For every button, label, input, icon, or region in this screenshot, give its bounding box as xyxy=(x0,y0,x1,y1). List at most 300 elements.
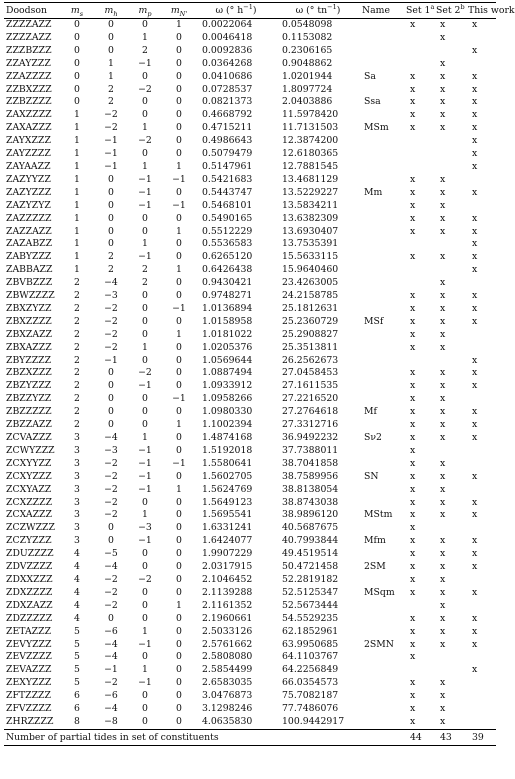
table-row xyxy=(4,613,496,626)
cell-omega-tn: 0.2306165 xyxy=(282,44,333,56)
cell-omega-tn: 0.1153082 xyxy=(282,31,333,43)
cell-mp: 0 xyxy=(142,354,148,366)
cell-mh: −4 xyxy=(104,638,118,650)
cell-name xyxy=(360,458,404,471)
cell-set1 xyxy=(404,664,434,677)
cell-mh: −4 xyxy=(104,651,118,663)
cell-mn: 1 xyxy=(176,160,182,172)
cell-ms: 3 xyxy=(74,496,80,508)
header-ms: $m_s$ xyxy=(60,3,94,19)
cell-set2: x xyxy=(440,225,446,237)
cell-omega-hour: 2.1046452 xyxy=(202,573,253,585)
cell-mh: 0 xyxy=(108,367,114,379)
cell-doodson: ZBZYZZZ xyxy=(6,380,52,392)
cell-mh: 0 xyxy=(108,44,114,56)
cell-doodson: ZAZYYZZ xyxy=(6,173,51,185)
table-row xyxy=(4,497,496,510)
cell-set1: x xyxy=(410,251,416,263)
cell-omega-hour: 2.0317915 xyxy=(202,561,253,573)
cell-doodson: ZCXZZZZ xyxy=(6,496,53,508)
header-omega-tn: ω (° $tn^{-1}$) xyxy=(276,3,360,19)
cell-set1 xyxy=(404,45,434,58)
cell-mh: −2 xyxy=(104,586,118,598)
cell-mn: 0 xyxy=(176,315,182,327)
cell-ms: 1 xyxy=(74,148,80,160)
cell-name xyxy=(360,522,404,535)
cell-set1: x xyxy=(410,328,416,340)
cell-mn: 0 xyxy=(176,573,182,585)
cell-mn: 0 xyxy=(176,96,182,108)
cell-doodson: ZDVZZZZ xyxy=(6,561,53,573)
table-row xyxy=(4,522,496,535)
cell-doodson: ZZAYZZZ xyxy=(6,57,51,69)
cell-doodson: ZHRZZZZ xyxy=(6,715,54,727)
cell-name xyxy=(360,497,404,510)
cell-mh: −2 xyxy=(104,496,118,508)
cell-set1: x xyxy=(410,677,416,689)
cell-mn: 0 xyxy=(176,341,182,353)
cell-doodson: ZFTZZZZ xyxy=(6,690,51,702)
cell-ms: 2 xyxy=(74,328,80,340)
header-set1: Set 1$^a$ xyxy=(404,3,434,19)
cell-omega-tn: 54.5529235 xyxy=(282,612,339,624)
cell-this-work xyxy=(466,32,496,45)
cell-set1: x xyxy=(410,444,416,456)
cell-mp: 0 xyxy=(142,651,148,663)
cell-mn: 0 xyxy=(176,83,182,95)
cell-mh: −1 xyxy=(104,148,118,160)
cell-this-work xyxy=(466,393,496,406)
cell-omega-tn: 13.5229227 xyxy=(282,186,339,198)
cell-mh: 1 xyxy=(108,70,114,82)
table-row xyxy=(4,238,496,251)
header-set2: Set 2$^b$ xyxy=(434,3,466,19)
cell-doodson: ZAZZZZZ xyxy=(6,212,52,224)
cell-name: MSm xyxy=(364,122,389,134)
cell-set1: x xyxy=(410,638,416,650)
cell-name xyxy=(360,174,404,187)
cell-omega-hour: 2.1960661 xyxy=(202,612,253,624)
cell-mp: −2 xyxy=(138,367,152,379)
cell-mp: 2 xyxy=(142,44,148,56)
table-row xyxy=(4,19,496,32)
cell-mp: 0 xyxy=(142,496,148,508)
cell-this-work: x xyxy=(472,148,478,160)
cell-doodson: ZZZZAZZ xyxy=(6,19,52,30)
cell-set2: x xyxy=(440,457,446,469)
cell-mn: −1 xyxy=(172,393,186,405)
cell-set2: x xyxy=(440,380,446,392)
cell-doodson: ZBZXZZZ xyxy=(6,367,52,379)
cell-omega-tn: 52.5125347 xyxy=(282,586,339,598)
cell-set1: x xyxy=(410,199,416,211)
cell-mp: 0 xyxy=(142,290,148,302)
table-row xyxy=(4,58,496,71)
cell-name: MSf xyxy=(364,315,384,327)
table-row xyxy=(4,548,496,561)
cell-doodson: ZCXYYZZ xyxy=(6,457,52,469)
cell-this-work: x xyxy=(472,225,478,237)
cell-set1: x xyxy=(410,612,416,624)
cell-omega-hour: 1.4874168 xyxy=(202,432,253,443)
cell-this-work: x xyxy=(472,264,478,276)
cell-ms: 8 xyxy=(74,715,80,727)
cell-omega-tn: 26.2562673 xyxy=(282,354,339,366)
cell-set2: x xyxy=(440,419,446,431)
cell-this-work: x xyxy=(472,44,478,56)
cell-omega-hour: 1.0980330 xyxy=(202,406,253,418)
cell-name xyxy=(360,613,404,626)
cell-set1 xyxy=(404,58,434,71)
cell-doodson: ZBVBZZZ xyxy=(6,277,53,289)
cell-mh: −2 xyxy=(104,677,118,689)
cell-mp: 0 xyxy=(142,561,148,573)
table-row xyxy=(4,161,496,174)
cell-omega-hour: 0.5490165 xyxy=(202,212,253,224)
cell-mn: 1 xyxy=(176,483,182,495)
cell-this-work: x xyxy=(472,290,478,302)
cell-omega-hour: 2.5808080 xyxy=(202,651,253,663)
cell-mh: 0 xyxy=(108,225,114,237)
cell-set1: x xyxy=(410,496,416,508)
table-row xyxy=(4,561,496,574)
cell-this-work: x xyxy=(472,406,478,418)
cell-mh: 0 xyxy=(108,212,114,224)
cell-name xyxy=(360,419,404,432)
cell-set2: x xyxy=(440,315,446,327)
cell-this-work: x xyxy=(472,315,478,327)
cell-ms: 3 xyxy=(74,509,80,521)
cell-omega-hour: 0.4668792 xyxy=(202,109,253,121)
cell-omega-tn: 27.1611535 xyxy=(282,380,339,392)
constituents-table-container xyxy=(4,2,515,746)
cell-omega-hour: 0.0821373 xyxy=(202,96,253,108)
cell-set2: x xyxy=(440,638,446,650)
cell-omega-hour: 0.0410686 xyxy=(202,70,253,82)
cell-set2: x xyxy=(440,625,446,637)
table-row xyxy=(4,432,496,445)
table-row xyxy=(4,329,496,342)
cell-name xyxy=(360,329,404,342)
cell-mn: 0 xyxy=(176,122,182,134)
cell-name xyxy=(360,367,404,380)
cell-mp: −1 xyxy=(138,380,152,392)
cell-set2 xyxy=(434,651,466,664)
cell-set2: x xyxy=(440,715,446,727)
cell-set1: x xyxy=(410,625,416,637)
cell-omega-tn: 36.9492232 xyxy=(282,432,339,443)
cell-name xyxy=(360,109,404,122)
cell-set2: x xyxy=(440,535,446,547)
cell-this-work: x xyxy=(472,625,478,637)
cell-this-work xyxy=(466,445,496,458)
cell-omega-hour: 0.4986643 xyxy=(202,135,253,147)
cell-ms: 2 xyxy=(74,354,80,366)
cell-mh: −2 xyxy=(104,509,118,521)
cell-ms: 5 xyxy=(74,625,80,637)
cell-mn: 0 xyxy=(176,109,182,121)
cell-set2 xyxy=(434,161,466,174)
table-row xyxy=(4,639,496,652)
cell-mh: −8 xyxy=(104,715,118,727)
cell-name xyxy=(360,251,404,264)
cell-set1: x xyxy=(410,690,416,702)
cell-set1 xyxy=(404,148,434,161)
cell-ms: 3 xyxy=(74,457,80,469)
cell-omega-hour: 1.5192018 xyxy=(202,444,253,456)
table-row xyxy=(4,264,496,277)
cell-mh: −2 xyxy=(104,315,118,327)
cell-this-work: x xyxy=(472,354,478,366)
cell-mh: −1 xyxy=(104,354,118,366)
table-row xyxy=(4,251,496,264)
cell-name: Mf xyxy=(364,406,377,418)
cell-doodson: ZZBZZZZ xyxy=(6,96,52,108)
cell-omega-hour: 1.6424077 xyxy=(202,535,253,547)
cell-set1: x xyxy=(410,651,416,663)
cell-mn: 0 xyxy=(176,561,182,573)
cell-mp: 0 xyxy=(142,328,148,340)
cell-doodson: ZZZZAZZ xyxy=(6,31,52,43)
cell-omega-hour: 2.1139288 xyxy=(202,586,253,598)
cell-set2 xyxy=(434,264,466,277)
cell-name xyxy=(360,355,404,368)
table-body xyxy=(4,19,496,730)
cell-doodson: ZBYZZZZ xyxy=(6,354,52,366)
table-row xyxy=(4,148,496,161)
cell-name xyxy=(360,277,404,290)
cell-mp: −1 xyxy=(138,186,152,198)
cell-ms: 3 xyxy=(74,535,80,547)
cell-mp: 0 xyxy=(142,393,148,405)
cell-omega-tn: 75.7082187 xyxy=(282,690,339,702)
table-row xyxy=(4,290,496,303)
cell-name xyxy=(360,393,404,406)
cell-ms: 0 xyxy=(74,57,80,69)
cell-ms: 2 xyxy=(74,302,80,314)
cell-mh: −2 xyxy=(104,109,118,121)
cell-omega-tn: 13.5834211 xyxy=(282,199,339,211)
cell-set2: x xyxy=(440,212,446,224)
cell-name xyxy=(360,135,404,148)
cell-mn: 0 xyxy=(176,135,182,147)
header-this-work: This work xyxy=(466,3,496,19)
cell-ms: 2 xyxy=(74,290,80,302)
table-row xyxy=(4,535,496,548)
cell-mp: 0 xyxy=(142,690,148,702)
cell-mn: 0 xyxy=(176,548,182,560)
cell-set1: x xyxy=(410,109,416,121)
cell-this-work xyxy=(466,277,496,290)
table-row xyxy=(4,509,496,522)
cell-name xyxy=(360,58,404,71)
cell-mn: 0 xyxy=(176,470,182,482)
cell-name: Sν2 xyxy=(364,432,382,443)
cell-mh: −2 xyxy=(104,573,118,585)
cell-omega-hour: 1.5602705 xyxy=(202,470,253,482)
cell-mp: 2 xyxy=(142,264,148,276)
cell-ms: 2 xyxy=(74,419,80,431)
cell-this-work: x xyxy=(472,612,478,624)
cell-set2: x xyxy=(440,367,446,379)
cell-omega-tn: 1.0201944 xyxy=(282,70,333,82)
cell-doodson: ZEVZZZZ xyxy=(6,651,52,663)
cell-set1: x xyxy=(410,225,416,237)
cell-ms: 2 xyxy=(74,367,80,379)
cell-mp: −2 xyxy=(138,573,152,585)
cell-set2: x xyxy=(440,173,446,185)
table-row xyxy=(4,96,496,109)
cell-doodson: ZCVAZZZ xyxy=(6,432,52,443)
cell-omega-tn: 62.1852961 xyxy=(282,625,339,637)
cell-ms: 3 xyxy=(74,432,80,443)
cell-doodson: ZCXYAZZ xyxy=(6,483,52,495)
cell-ms: 1 xyxy=(74,109,80,121)
cell-set1 xyxy=(404,264,434,277)
cell-omega-tn: 13.6930407 xyxy=(282,225,339,237)
cell-omega-hour: 0.5536583 xyxy=(202,238,253,250)
table-row xyxy=(4,419,496,432)
cell-set1: x xyxy=(410,586,416,598)
header-mh: $m_h$ xyxy=(94,3,128,19)
cell-doodson: ZZZBZZZ xyxy=(6,44,52,56)
cell-mn: 0 xyxy=(176,406,182,418)
cell-set1 xyxy=(404,238,434,251)
cell-omega-tn: 38.8743038 xyxy=(282,496,339,508)
cell-mh: −4 xyxy=(104,703,118,715)
cell-ms: 4 xyxy=(74,586,80,598)
cell-name xyxy=(360,148,404,161)
cell-omega-tn: 50.4721458 xyxy=(282,561,339,573)
cell-doodson: ZBZZAZZ xyxy=(6,419,52,431)
table-row xyxy=(4,367,496,380)
cell-mp: 1 xyxy=(142,509,148,521)
cell-omega-hour: 0.0046418 xyxy=(202,31,253,43)
cell-this-work: x xyxy=(472,535,478,547)
cell-set1: x xyxy=(410,509,416,521)
table-row xyxy=(4,109,496,122)
cell-set1: x xyxy=(410,483,416,495)
cell-mh: −3 xyxy=(104,290,118,302)
cell-omega-hour: 0.9748271 xyxy=(202,290,253,302)
cell-ms: 4 xyxy=(74,548,80,560)
cell-omega-hour: 0.9430421 xyxy=(202,277,253,289)
cell-mp: 0 xyxy=(142,109,148,121)
table-row xyxy=(4,200,496,213)
cell-mp: 1 xyxy=(142,238,148,250)
cell-omega-tn: 0.9048862 xyxy=(282,57,333,69)
cell-this-work: x xyxy=(472,470,478,482)
cell-mh: −3 xyxy=(104,444,118,456)
cell-set1: x xyxy=(410,290,416,302)
cell-this-work: x xyxy=(472,548,478,560)
cell-ms: 1 xyxy=(74,238,80,250)
cell-ms: 6 xyxy=(74,690,80,702)
cell-omega-tn: 64.1103767 xyxy=(282,651,339,663)
cell-this-work xyxy=(466,458,496,471)
cell-set1: x xyxy=(410,212,416,224)
table-row xyxy=(4,316,496,329)
cell-ms: 1 xyxy=(74,186,80,198)
cell-this-work: x xyxy=(472,509,478,521)
cell-set2: x xyxy=(440,302,446,314)
cell-omega-tn: 38.9896120 xyxy=(282,509,339,521)
cell-omega-tn: 13.7535391 xyxy=(282,238,339,250)
cell-set2: x xyxy=(440,406,446,418)
cell-omega-tn: 23.4263005 xyxy=(282,277,339,289)
cell-set1: x xyxy=(410,457,416,469)
cell-mn: 0 xyxy=(176,612,182,624)
cell-mp: 1 xyxy=(142,341,148,353)
cell-omega-hour: 1.9907229 xyxy=(202,548,253,560)
cell-omega-hour: 0.5147961 xyxy=(202,160,253,172)
cell-set1 xyxy=(404,135,434,148)
cell-name xyxy=(360,677,404,690)
cell-doodson: ZEVYZZZ xyxy=(6,638,52,650)
cell-name: MStm xyxy=(364,509,393,521)
cell-doodson: ZCWYZZZ xyxy=(6,444,55,456)
cell-mn: 1 xyxy=(176,599,182,611)
cell-omega-hour: 1.5624769 xyxy=(202,483,253,495)
cell-set2: x xyxy=(440,251,446,263)
cell-set1: x xyxy=(410,83,416,95)
header-omega-hour: ω (° $h^{-1}$) xyxy=(196,3,276,19)
cell-set2: x xyxy=(440,496,446,508)
table-header xyxy=(4,2,515,19)
cell-ms: 1 xyxy=(74,251,80,263)
cell-ms: 5 xyxy=(74,638,80,650)
cell-name: Mm xyxy=(364,186,383,198)
table-row xyxy=(4,277,496,290)
cell-omega-hour: 1.0569644 xyxy=(202,354,253,366)
cell-ms: 5 xyxy=(74,664,80,676)
cell-doodson: ZCZYZZZ xyxy=(6,535,52,547)
cell-set2: x xyxy=(440,393,446,405)
table-row xyxy=(4,690,496,703)
cell-mn: 0 xyxy=(176,186,182,198)
cell-set1: x xyxy=(410,367,416,379)
cell-ms: 4 xyxy=(74,599,80,611)
cell-doodson: ZDXXZZZ xyxy=(6,573,53,585)
cell-set1: x xyxy=(410,548,416,560)
cell-set2: x xyxy=(440,122,446,134)
cell-mn: 1 xyxy=(176,328,182,340)
cell-this-work: x xyxy=(472,664,478,676)
cell-mh: −4 xyxy=(104,561,118,573)
cell-mh: 0 xyxy=(108,419,114,431)
cell-omega-hour: 1.0158958 xyxy=(202,315,253,327)
cell-set2: x xyxy=(440,19,446,30)
cell-mh: 0 xyxy=(108,535,114,547)
cell-ms: 2 xyxy=(74,315,80,327)
cell-mn: 0 xyxy=(176,651,182,663)
cell-name xyxy=(360,264,404,277)
table-row xyxy=(4,574,496,587)
table-row xyxy=(4,703,496,716)
cell-mp: 0 xyxy=(142,715,148,727)
cell-omega-hour: 0.5421683 xyxy=(202,173,253,185)
table-row xyxy=(4,677,496,690)
cell-omega-hour: 1.5649123 xyxy=(202,496,253,508)
cell-doodson: ZCXAZZZ xyxy=(6,509,52,521)
cell-omega-tn: 27.2216520 xyxy=(282,393,339,405)
cell-mn: 1 xyxy=(176,419,182,431)
cell-this-work xyxy=(466,174,496,187)
cell-this-work xyxy=(466,574,496,587)
cell-ms: 1 xyxy=(74,173,80,185)
cell-omega-hour: 0.0728537 xyxy=(202,83,253,95)
header-doodson: Doodson xyxy=(4,3,60,19)
